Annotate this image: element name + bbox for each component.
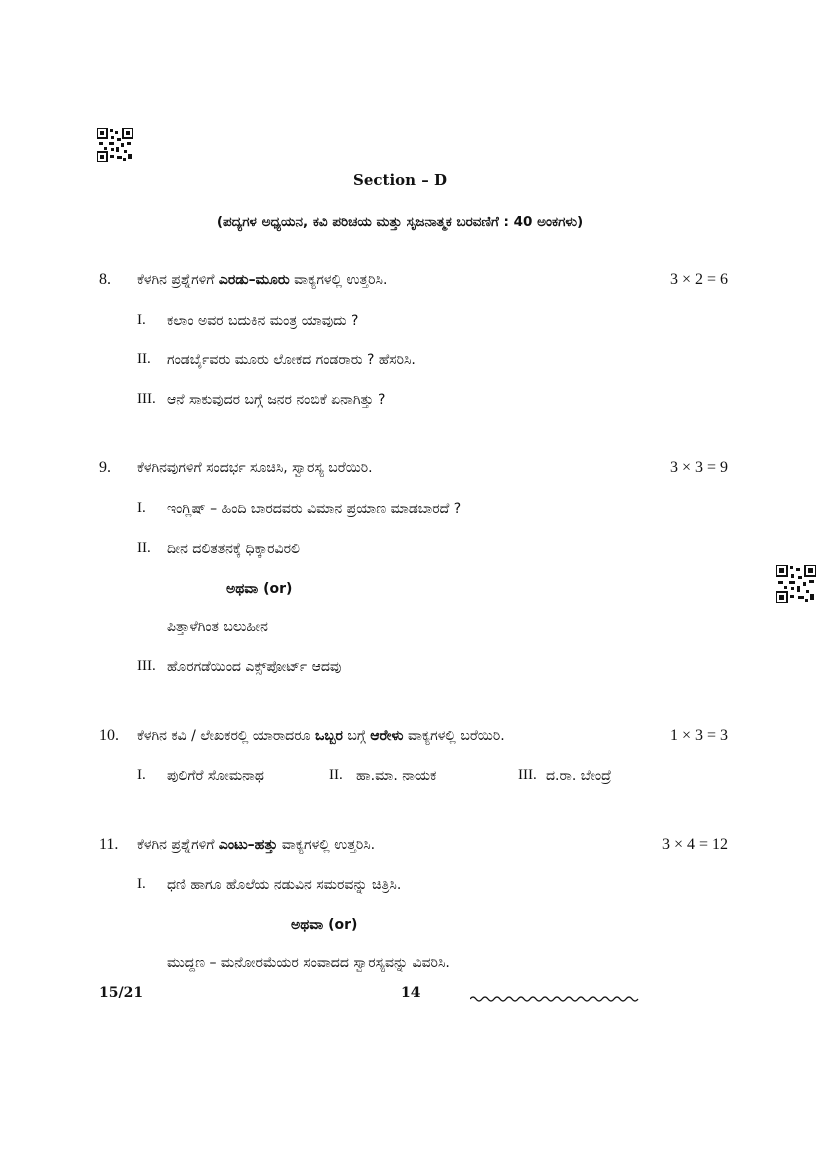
question-11-item-text: ಮುದ್ದಣ – ಮನೋರಮೆಯರ ಸಂವಾದದ ಸ್ವಾರಸ್ಯವನ್ನು ವಿವರಿಸಿ. bbox=[167, 955, 450, 971]
question-9-item-label: II. bbox=[137, 540, 151, 556]
question-8-text-bold: ಎರಡು–ಮೂರು bbox=[218, 272, 290, 288]
question-9-item-text: ಹೊರಗಡೆಯಿಂದ ಎಕ್ಸ್‌ಪೋರ್ಟ್ ಆದವು bbox=[167, 659, 342, 675]
question-10-text-part: ಕೆಳಗಿನ ಕವಿ / ಲೇಖಕರಲ್ಲಿ ಯಾರಾದರೂ bbox=[137, 728, 316, 744]
question-11-number: 11. bbox=[99, 836, 119, 853]
question-11-text-bold: ಎಂಟು–ಹತ್ತು bbox=[218, 837, 278, 853]
question-9-item-text: ಪಿತ್ತಾಳೆಗಿಂತ ಬಲುಹೀನ bbox=[167, 619, 268, 635]
question-10-item-text: ದ.ರಾ. ಬೇಂದ್ರೆ bbox=[546, 768, 612, 784]
question-8-text-part: ಕೆಳಗಿನ ಪ್ರಶ್ನೆಗಳಿಗೆ bbox=[137, 272, 219, 288]
wavy-line-decoration bbox=[470, 989, 645, 1008]
question-11-marks: 3 × 4 = 12 bbox=[661, 836, 728, 853]
question-10-number: 10. bbox=[99, 727, 119, 744]
question-9-text: ಕೆಳಗಿನವುಗಳಿಗೆ ಸಂದರ್ಭ ಸೂಚಿಸಿ, ಸ್ವಾರಸ್ಯ ಬರೆಯಿರಿ. bbox=[137, 460, 373, 476]
question-8-item-label: III. bbox=[137, 391, 156, 407]
question-8-text-part: ವಾಕ್ಯಗಳಲ್ಲಿ ಉತ್ತರಿಸಿ. bbox=[289, 272, 388, 288]
question-11-item-label: I. bbox=[137, 876, 146, 892]
question-8-marks: 3 × 2 = 6 bbox=[669, 271, 728, 288]
question-8-item-text: ಕಲಾಂ ಅವರ ಬದುಕಿನ ಮಂತ್ರ ಯಾವುದು ? bbox=[167, 313, 359, 329]
question-10-item-text: ಪುಲಿಗೆರೆ ಸೋಮನಾಥ bbox=[167, 768, 264, 784]
question-8-item-label: I. bbox=[137, 312, 146, 328]
question-9-marks: 3 × 3 = 9 bbox=[669, 459, 728, 476]
question-10-text-part: ವಾಕ್ಯಗಳಲ್ಲಿ ಬರೆಯಿರಿ. bbox=[403, 728, 505, 744]
question-10-text-bold: ಆರೇಳು bbox=[370, 728, 404, 744]
question-10-item-text: ಹಾ.ಮಾ. ನಾಯಕ bbox=[356, 768, 437, 784]
question-10-text bbox=[137, 728, 505, 744]
question-10-item-label: III. bbox=[518, 767, 537, 783]
question-8-item-text: ಆನೆ ಸಾಕುವುದರ ಬಗ್ಗೆ ಜನರ ನಂಬಿಕೆ ಏನಾಗಿತ್ತು ? bbox=[167, 392, 386, 408]
question-8-text bbox=[137, 272, 387, 288]
question-8-item-text: ಗಂಡರ್ಬೈವರು ಮೂರು ಲೋಕದ ಗಂಡರಾರು ? ಹೆಸರಿಸಿ. bbox=[167, 352, 416, 368]
question-10-text-part: ಬಗ್ಗೆ bbox=[342, 728, 371, 744]
question-10-marks: 1 × 3 = 3 bbox=[669, 727, 728, 744]
qr-code-right bbox=[776, 565, 816, 603]
question-8-number: 8. bbox=[99, 271, 111, 288]
question-9-or-label: ಅಥವಾ (or) bbox=[226, 581, 293, 597]
question-10-text-bold: ಒಬ್ಬರ bbox=[315, 728, 343, 744]
section-subtitle: (ಪದ್ಯಗಳ ಅಧ್ಯಯನ, ಕವಿ ಪರಿಚಯ ಮತ್ತು ಸೃಜನಾತ್ಮಕ ಬರವಣಿಗೆ : 40 ಅಂಕಗಳು) bbox=[216, 214, 584, 230]
question-9-number: 9. bbox=[99, 459, 111, 476]
page-number: 14 bbox=[401, 985, 421, 1001]
question-11-text-part: ಕೆಳಗಿನ ಪ್ರಶ್ನೆಗಳಿಗೆ bbox=[137, 837, 219, 853]
question-10-item-label: II. bbox=[329, 767, 343, 783]
question-9-item-label: III. bbox=[137, 658, 156, 674]
paper-code: 15/21 bbox=[99, 985, 144, 1001]
question-11-or-label: ಅಥವಾ (or) bbox=[291, 917, 358, 933]
question-9-item-text: ದೀನ ದಲಿತತನಕ್ಕೆ ಧಿಕ್ಕಾರವಿರಲಿ bbox=[167, 541, 300, 557]
question-9-item-label: I. bbox=[137, 500, 146, 516]
qr-code-top-left bbox=[97, 128, 133, 162]
question-9-item-text: ಇಂಗ್ಲಿಷ್ – ಹಿಂದಿ ಬಾರದವರು ವಿಮಾನ ಪ್ರಯಾಣ ಮಾಡಬಾರದೆ ? bbox=[167, 501, 462, 517]
section-title: Section – D bbox=[353, 171, 447, 189]
question-11-text-part: ವಾಕ್ಯಗಳಲ್ಲಿ ಉತ್ತರಿಸಿ. bbox=[277, 837, 376, 853]
question-8-item-label: II. bbox=[137, 351, 151, 367]
question-11-text bbox=[137, 837, 375, 853]
question-11-item-text: ಧಣಿ ಹಾಗೂ ಹೊಲೆಯ ನಡುವಿನ ಸಮರವನ್ನು ಚಿತ್ರಿಸಿ. bbox=[167, 877, 402, 893]
question-10-item-label: I. bbox=[137, 767, 146, 783]
